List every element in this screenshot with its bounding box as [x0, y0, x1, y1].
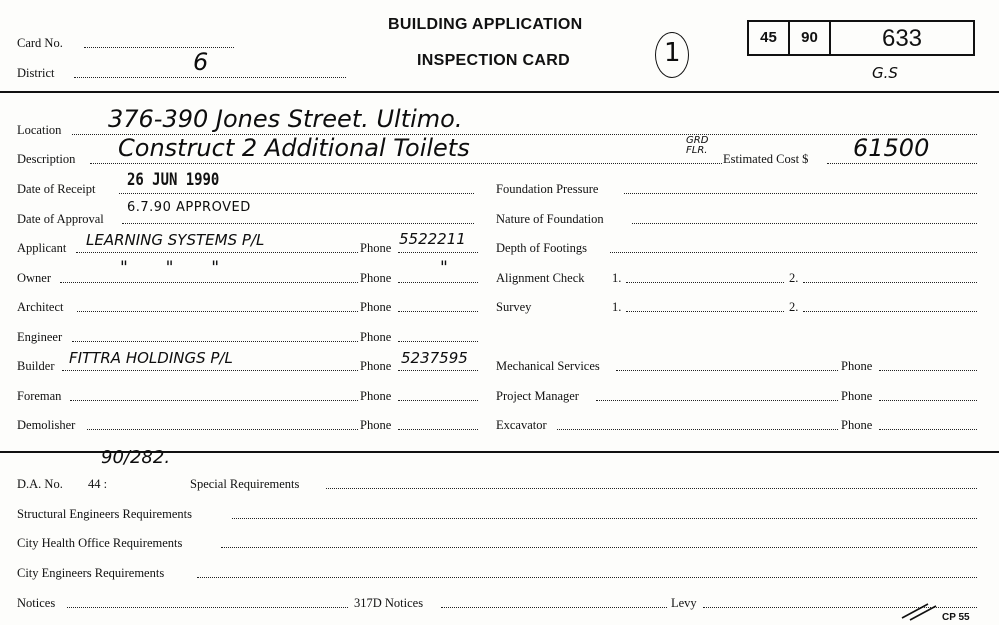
owner-value: " " "	[120, 258, 220, 278]
alignment-check-1: 1.	[612, 271, 622, 285]
foreman-phone-line[interactable]	[398, 400, 478, 401]
notices-label: Notices	[17, 596, 56, 610]
description-floor-note: GRD FLR.	[686, 135, 709, 156]
builder-phone-line[interactable]	[398, 370, 478, 371]
box-code-1: 45	[760, 29, 777, 46]
box-code-2: 90	[801, 29, 818, 46]
builder-label: Builder	[17, 359, 55, 373]
owner-phone-line[interactable]	[398, 282, 478, 283]
owner-line[interactable]	[60, 282, 358, 283]
health-label: City Health Office Requirements	[17, 536, 183, 550]
location-label: Location	[17, 123, 62, 137]
special-requirements-line[interactable]	[326, 488, 977, 489]
circled-number: 1	[664, 38, 681, 68]
city-engineers-label: City Engineers Requirements	[17, 566, 165, 580]
pen-mark	[900, 600, 940, 622]
engineer-phone-line[interactable]	[398, 341, 478, 342]
estimated-cost-value: 61500	[853, 134, 930, 162]
alignment-check-2: 2.	[789, 271, 799, 285]
architect-phone-line[interactable]	[398, 311, 478, 312]
description-value: Construct 2 Additional Toilets	[118, 134, 470, 162]
mechanical-services-line[interactable]	[616, 370, 838, 371]
owner-phone-value: "	[440, 258, 448, 278]
nature-foundation-label: Nature of Foundation	[496, 212, 604, 226]
box-number: 633	[881, 25, 923, 52]
owner-phone-label: Phone	[360, 271, 392, 285]
card-no-line[interactable]	[84, 47, 234, 48]
survey-line-2[interactable]	[803, 311, 977, 312]
initials: G.S	[872, 64, 898, 82]
da-value: 44 :	[88, 477, 108, 491]
engineer-line[interactable]	[72, 341, 358, 342]
nature-foundation-line[interactable]	[632, 223, 977, 224]
notices-317d-label: 317D Notices	[354, 596, 424, 610]
alignment-check-line-2[interactable]	[803, 282, 977, 283]
da-label: D.A. No.	[17, 477, 63, 491]
special-requirements-label: Special Requirements	[190, 477, 300, 491]
survey-line-1[interactable]	[626, 311, 784, 312]
survey-1: 1.	[612, 300, 622, 314]
foreman-line[interactable]	[70, 400, 358, 401]
district-value: 6	[193, 48, 209, 76]
foundation-pressure-line[interactable]	[624, 193, 977, 194]
demolisher-phone-label: Phone	[360, 418, 392, 432]
demolisher-label: Demolisher	[17, 418, 76, 432]
applicant-value: LEARNING SYSTEMS P/L	[86, 231, 265, 249]
excavator-line[interactable]	[557, 429, 838, 430]
foreman-phone-label: Phone	[360, 389, 392, 403]
district-line[interactable]	[74, 77, 346, 78]
project-manager-label: Project Manager	[496, 389, 579, 403]
applicant-label: Applicant	[17, 241, 67, 255]
project-manager-line[interactable]	[596, 400, 838, 401]
mechanical-phone-line[interactable]	[879, 370, 977, 371]
mechanical-services-label: Mechanical Services	[496, 359, 600, 373]
health-line[interactable]	[221, 547, 977, 548]
foundation-pressure-label: Foundation Pressure	[496, 182, 599, 196]
foreman-label: Foreman	[17, 389, 62, 403]
applicant-phone-line[interactable]	[398, 252, 478, 253]
date-receipt-label: Date of Receipt	[17, 182, 96, 196]
date-approval-value: 6.7.90 APPROVED	[127, 200, 251, 215]
structural-line[interactable]	[232, 518, 977, 519]
applicant-phone-value: 5522211	[399, 230, 466, 248]
builder-phone-value: 5237595	[401, 349, 468, 367]
header-rule	[0, 91, 999, 93]
title-building-application: BUILDING APPLICATION	[388, 16, 583, 33]
demolisher-line[interactable]	[87, 429, 358, 430]
excavator-phone-label: Phone	[841, 418, 873, 432]
form-code: CP 55	[942, 612, 970, 623]
excavator-label: Excavator	[496, 418, 547, 432]
builder-phone-label: Phone	[360, 359, 392, 373]
architect-phone-label: Phone	[360, 300, 392, 314]
depth-footings-line[interactable]	[610, 252, 977, 253]
builder-line[interactable]	[62, 370, 358, 371]
project-manager-phone-label: Phone	[841, 389, 873, 403]
alignment-check-label: Alignment Check	[496, 271, 585, 285]
notices-317d-line[interactable]	[441, 607, 667, 608]
excavator-phone-line[interactable]	[879, 429, 977, 430]
estimated-cost-label: Estimated Cost $	[723, 152, 809, 166]
description-label: Description	[17, 152, 76, 166]
card-no-label: Card No.	[17, 36, 63, 50]
city-engineers-line[interactable]	[197, 577, 977, 578]
notices-line[interactable]	[67, 607, 348, 608]
description-line[interactable]	[90, 163, 722, 164]
date-approval-label: Date of Approval	[17, 212, 104, 226]
estimated-cost-line[interactable]	[827, 163, 977, 164]
depth-footings-label: Depth of Footings	[496, 241, 587, 255]
alignment-check-line-1[interactable]	[626, 282, 784, 283]
structural-label: Structural Engineers Requirements	[17, 507, 192, 521]
builder-value: FITTRA HOLDINGS P/L	[69, 349, 233, 367]
architect-label: Architect	[17, 300, 64, 314]
survey-2: 2.	[789, 300, 799, 314]
engineer-phone-label: Phone	[360, 330, 392, 344]
applicant-line[interactable]	[76, 252, 358, 253]
district-label: District	[17, 66, 55, 80]
architect-line[interactable]	[77, 311, 358, 312]
title-inspection-card: INSPECTION CARD	[417, 52, 570, 69]
location-value: 376-390 Jones Street. Ultimo.	[108, 105, 463, 133]
da-handwritten: 90/282.	[101, 447, 171, 468]
demolisher-phone-line[interactable]	[398, 429, 478, 430]
date-approval-line[interactable]	[122, 223, 474, 224]
levy-label: Levy	[671, 596, 697, 610]
survey-label: Survey	[496, 300, 532, 314]
date-receipt-stamp: 26 JUN 1990	[127, 170, 220, 190]
engineer-label: Engineer	[17, 330, 63, 344]
date-receipt-line[interactable]	[119, 193, 474, 194]
mechanical-phone-label: Phone	[841, 359, 873, 373]
owner-label: Owner	[17, 271, 52, 285]
applicant-phone-label: Phone	[360, 241, 392, 255]
project-manager-phone-line[interactable]	[879, 400, 977, 401]
